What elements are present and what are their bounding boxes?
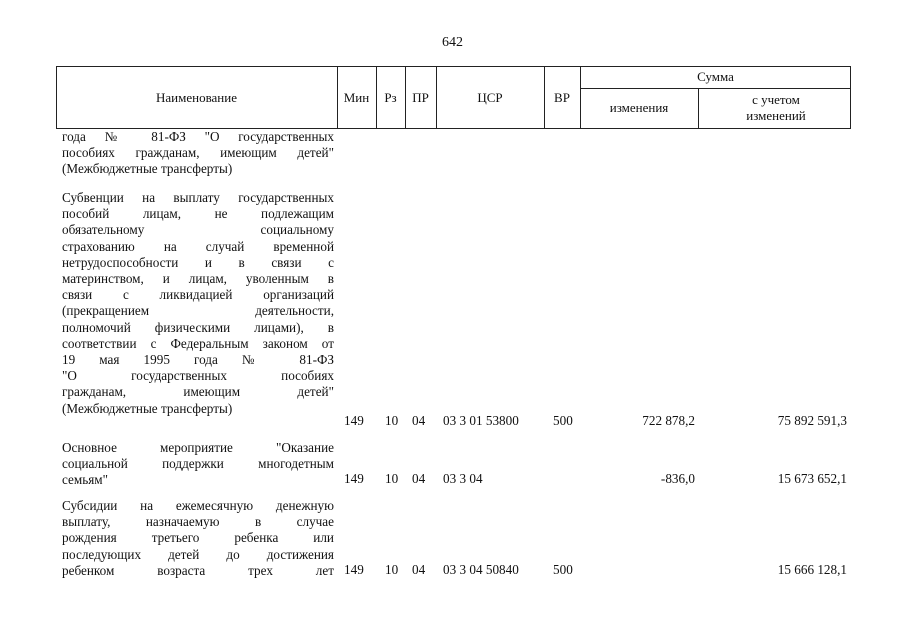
description-line: года № 81-ФЗ "О государственных bbox=[62, 129, 334, 144]
description-line: ребенком возраста трех лет bbox=[62, 562, 334, 578]
table-row-description bbox=[62, 498, 334, 579]
col-border-changes bbox=[698, 88, 699, 129]
cell-total: 15 673 652,1 bbox=[777, 471, 847, 486]
header-rz: Рз bbox=[384, 90, 397, 105]
cell-total: 75 892 591,3 bbox=[777, 413, 847, 428]
description-line: обязательному социальному bbox=[62, 222, 334, 238]
description-line: пособиях гражданам, имеющим детей" bbox=[62, 145, 334, 161]
description-line: соответствии с Федеральным законом от bbox=[62, 335, 334, 351]
header-top-border bbox=[56, 66, 851, 67]
summa-divider bbox=[580, 88, 851, 89]
cell-min: 149 bbox=[344, 413, 364, 428]
description-line: семьям" bbox=[62, 472, 109, 488]
cell-min: 149 bbox=[344, 471, 364, 486]
description-line: полномочий физическими лицами), в bbox=[62, 319, 334, 335]
description-line: гражданам, имеющим детей" bbox=[62, 384, 334, 400]
description-line: связи с ликвидацией организаций bbox=[62, 287, 334, 303]
cell-csr: 03 3 04 50840 bbox=[443, 562, 519, 577]
description-line: (Межбюджетные трансферты) bbox=[62, 161, 233, 177]
description-line: выплату, назначаемую в случае bbox=[62, 514, 334, 530]
header-name: Наименование bbox=[156, 90, 237, 105]
description-line: 19 мая 1995 года № 81-ФЗ bbox=[62, 352, 334, 368]
cell-vr: 500 bbox=[553, 562, 573, 577]
cell-csr: 03 3 01 53800 bbox=[443, 413, 519, 428]
cell-rz: 10 bbox=[385, 471, 399, 486]
description-line: рождения третьего ребенка или bbox=[62, 530, 334, 546]
description-line: материнством, и лицам, уволенным в bbox=[62, 271, 334, 287]
header-summa: Сумма bbox=[697, 69, 734, 84]
description-line: Субвенции на выплату государственных bbox=[62, 190, 334, 205]
description-line: страхованию на случай временной bbox=[62, 238, 334, 254]
cell-pr: 04 bbox=[412, 471, 426, 486]
table-row-description bbox=[62, 190, 334, 417]
table-row-description bbox=[62, 129, 334, 178]
header-with-changes: с учетом изменений bbox=[746, 92, 806, 123]
description-line: Основное мероприятие "Оказание bbox=[62, 440, 334, 455]
cell-rz: 10 bbox=[385, 413, 399, 428]
cell-min: 149 bbox=[344, 562, 364, 577]
cell-pr: 04 bbox=[412, 562, 426, 577]
description-line: (прекращением деятельности, bbox=[62, 303, 334, 319]
header-vr: ВР bbox=[554, 90, 570, 105]
cell-change: 722 878,2 bbox=[642, 413, 695, 428]
cell-change: -836,0 bbox=[660, 471, 695, 486]
description-line: "О государственных пособиях bbox=[62, 368, 334, 384]
description-line: нетрудоспособности и в связи с bbox=[62, 254, 334, 270]
description-line: пособий лицам, не подлежащим bbox=[62, 206, 334, 222]
cell-rz: 10 bbox=[385, 562, 399, 577]
cell-vr: 500 bbox=[553, 413, 573, 428]
table-row-description bbox=[62, 440, 334, 489]
description-line: социальной поддержки многодетным bbox=[62, 456, 334, 472]
header-pr: ПР bbox=[412, 90, 429, 105]
cell-total: 15 666 128,1 bbox=[777, 562, 847, 577]
description-line: последующих детей до достижения bbox=[62, 546, 334, 562]
header-changes: изменения bbox=[609, 100, 669, 115]
header-min: Мин bbox=[343, 90, 370, 105]
description-line: (Межбюджетные трансферты) bbox=[62, 400, 233, 416]
cell-csr: 03 3 04 bbox=[443, 471, 483, 486]
description-line: Субсидии на ежемесячную денежную bbox=[62, 498, 334, 513]
cell-pr: 04 bbox=[412, 413, 426, 428]
header-csr: ЦСР bbox=[477, 90, 503, 105]
page-number: 642 bbox=[442, 35, 463, 50]
